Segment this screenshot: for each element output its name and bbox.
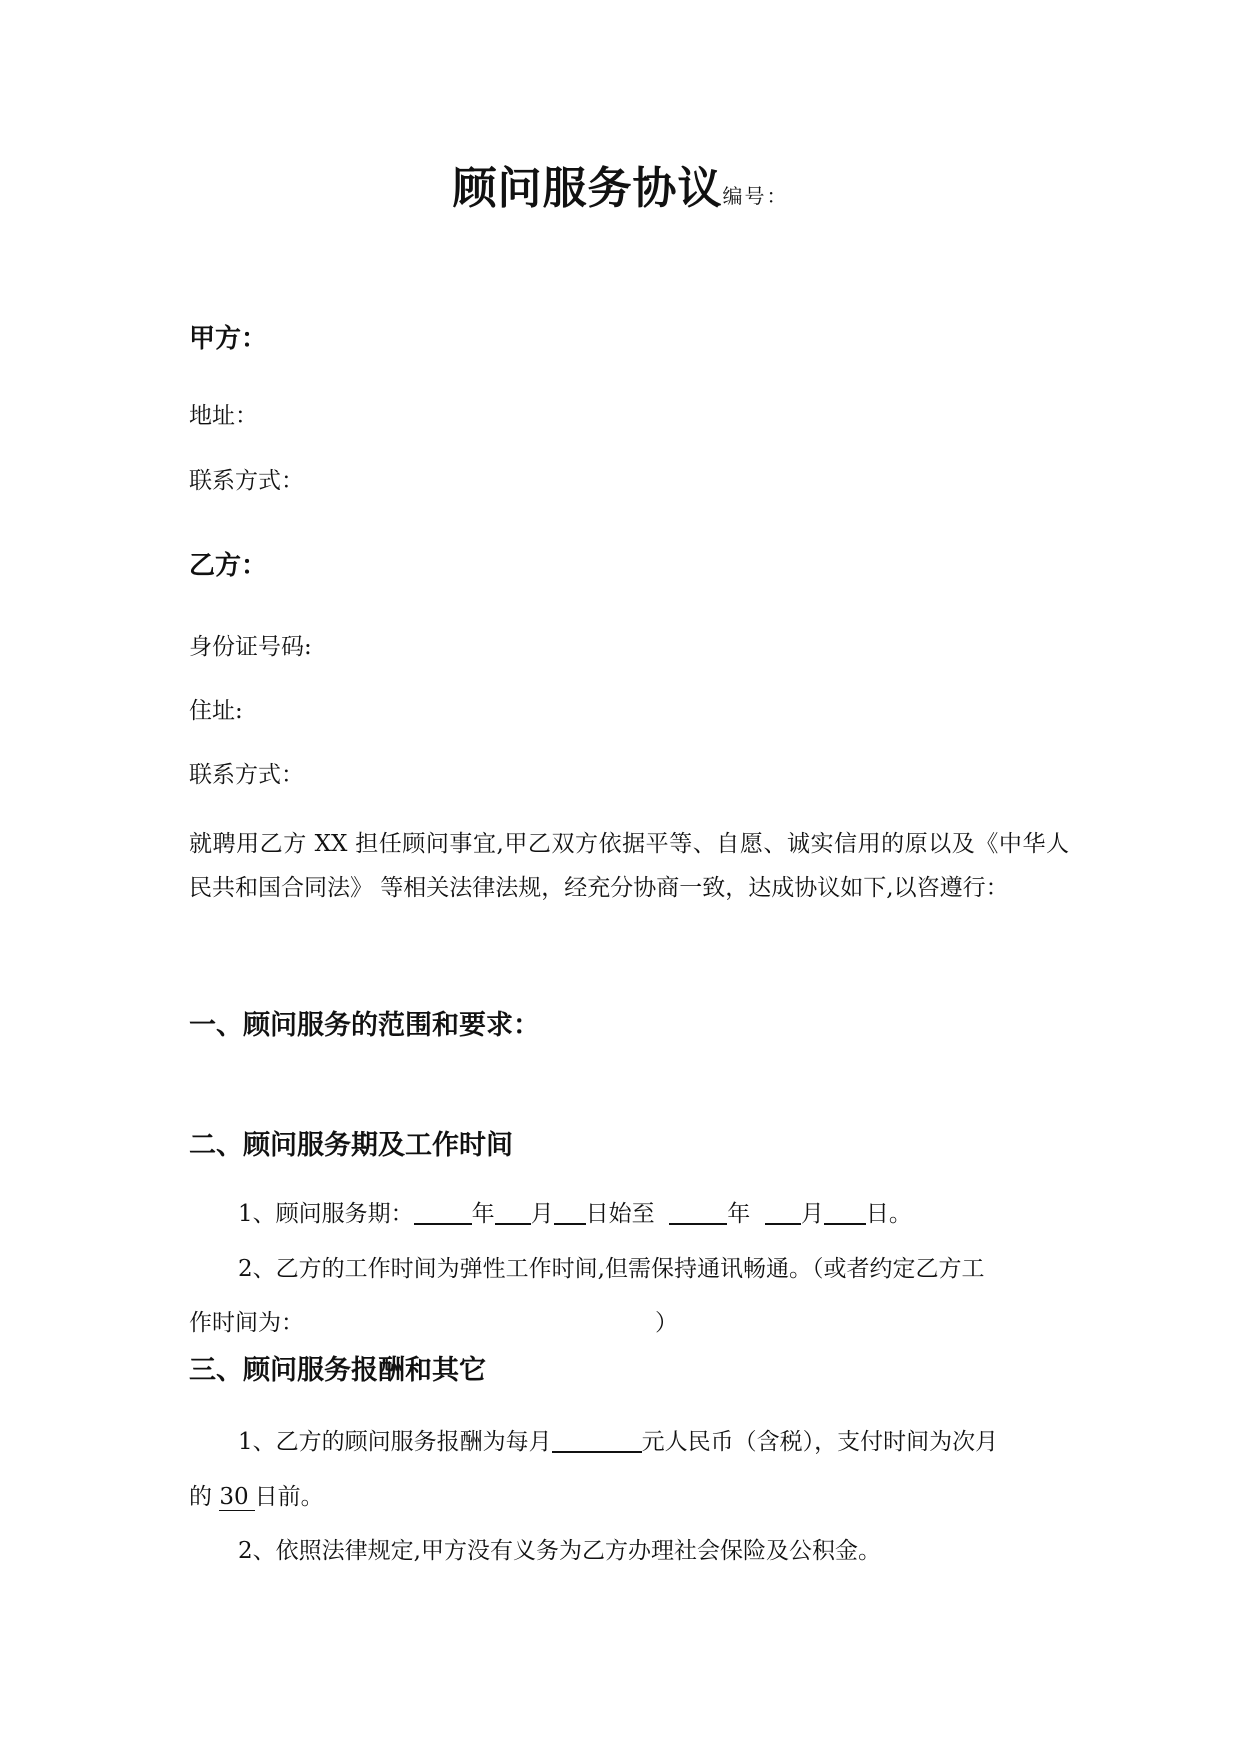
start-year-unit: 年	[471, 1201, 495, 1227]
party-b-contact: 联系方式：	[189, 762, 304, 788]
work-time-line-1: 2、乙方的工作时间为弹性工作时间,但需保持通讯畅通。（或者约定乙方工	[238, 1256, 985, 1282]
payment-day-suffix: 日前。	[254, 1484, 324, 1510]
service-period-label: 1、顾问服务期：	[238, 1201, 414, 1227]
end-year-unit: 年	[727, 1201, 751, 1227]
remuneration-line-2	[189, 1478, 324, 1511]
section-2-heading: 二、顾问服务期及工作时间	[189, 1130, 513, 1161]
remuneration-suffix: 元人民币（含税），支付时间为次月	[641, 1429, 999, 1455]
work-time-close-paren: ）	[655, 1310, 678, 1336]
preamble-paragraph: 就聘用乙方 XX 担任顾问事宜,甲乙双方依据平等、自愿、诚实信用的原以及《中华人民共和国合同法》 等相关法律法规，经充分协商一致，达成协议如下,以咨遵行：	[189, 831, 1069, 901]
start-day-blank	[554, 1199, 586, 1225]
title-main: 顾问服务协议	[452, 163, 723, 214]
end-year-blank	[669, 1199, 727, 1225]
end-month-blank	[765, 1199, 801, 1225]
section-1-heading: 一、顾问服务的范围和要求：	[189, 1010, 540, 1041]
party-a-address: 地址：	[189, 403, 258, 429]
service-period-line	[238, 1195, 912, 1228]
end-month-unit: 月	[800, 1201, 824, 1227]
social-insurance-clause: 2、依照法律规定,甲方没有义务为乙方办理社会保险及公积金。	[238, 1538, 881, 1564]
party-a-label: 甲方：	[189, 324, 268, 354]
end-day-unit: 日。	[865, 1201, 912, 1227]
start-year-blank	[414, 1199, 472, 1225]
start-month-blank	[495, 1199, 531, 1225]
payment-day-value: 30	[219, 1484, 254, 1511]
party-b-id-number: 身份证号码:	[189, 634, 312, 660]
start-day-unit: 日始至	[585, 1201, 655, 1227]
start-month-unit: 月	[530, 1201, 554, 1227]
remuneration-line-1	[238, 1423, 998, 1456]
payment-day-prefix: 的	[189, 1484, 212, 1510]
party-a-contact: 联系方式：	[189, 468, 304, 494]
document-title	[0, 152, 1241, 216]
section-3-heading: 三、顾问服务报酬和其它	[189, 1355, 486, 1386]
end-day-blank	[824, 1199, 866, 1225]
party-b-residence: 住址:	[189, 698, 243, 724]
remuneration-label: 1、乙方的顾问服务报酬为每月	[238, 1429, 552, 1455]
work-time-line-2: 作时间为：	[189, 1310, 304, 1336]
title-serial-label: 编号：	[722, 184, 789, 208]
party-b-label: 乙方：	[189, 551, 268, 581]
monthly-amount-blank	[552, 1427, 642, 1453]
